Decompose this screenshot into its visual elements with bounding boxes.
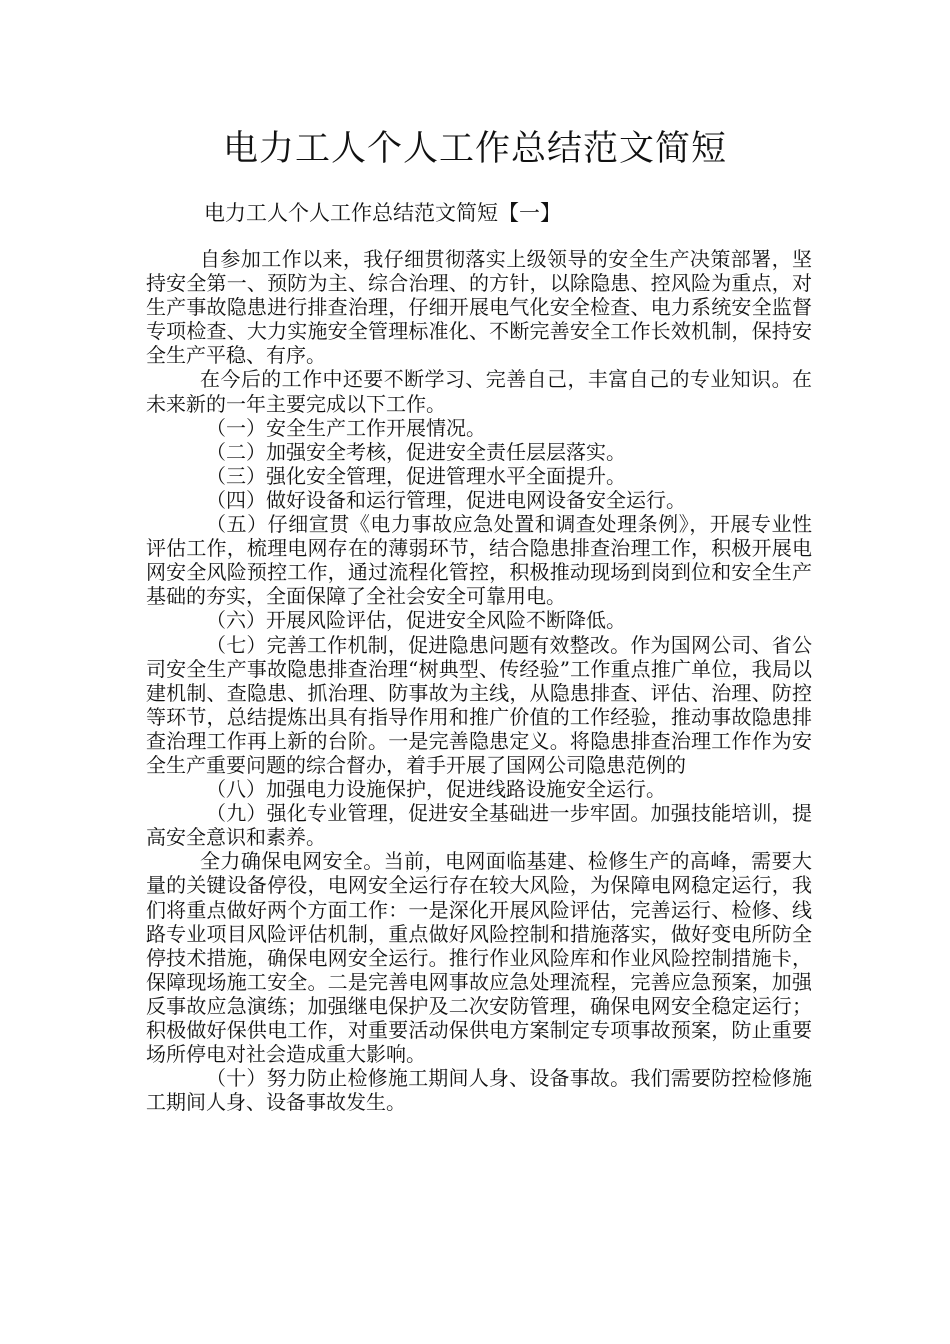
list-item-6: （六）开展风险评估，促进安全风险不断降低。 — [206, 608, 626, 633]
paragraph-plan: 在今后的工作中还要不断学习、完善自己，丰富自己的专业知识。在未来新的一年主要完成以下工作。 — [146, 367, 812, 416]
list-item-1: （一）安全生产工作开展情况。 — [206, 415, 486, 440]
list-item-2: （二）加强安全考核，促进安全责任层层落实。 — [206, 439, 626, 464]
list-item-5: （五）仔细宣贯《电力事故应急处置和调查处理条例》，开展专业性评估工作，梳理电网存在的薄弱环节，结合隐患排查治理工作，积极开展电网安全风险预控工作，通过流程化管控，积极推动现场到岗到位和安全生产基础的夯实，全面保障了全社会安全可靠用电。 — [146, 512, 812, 609]
list-item-3: （三）强化安全管理，促进管理水平全面提升。 — [206, 463, 626, 488]
paragraph-grid-safety: 全力确保电网安全。当前，电网面临基建、检修生产的高峰，需要大量的关键设备停役，电网安全运行存在较大风险，为保障电网稳定运行，我们将重点做好两个方面工作：一是深化开展风险评估，完善运行、检修、线路专业项目风险评估机制，重点做好风险控制和措施落实，做好变电所防全停技术措施，确保电网安全运行。推行作业风险库和作业风险控制措施卡，保障现场施工安全。二是完善电网事故应急处理流程，完善应急预案，加强反事故应急演练；加强继电保护及二次安防管理，确保电网安全稳定运行；积极做好保供电工作，对重要活动保供电方案制定专项事故预案，防止重要场所停电对社会造成重大影响。 — [146, 849, 812, 1067]
list-item-4: （四）做好设备和运行管理，促进电网设备安全运行。 — [206, 487, 686, 512]
section-heading: 电力工人个人工作总结范文简短【一】 — [204, 201, 561, 225]
list-item-10: （十）努力防止检修施工期间人身、设备事故。我们需要防控检修施工期间人身、设备事故发生。 — [146, 1066, 812, 1115]
list-item-7: （七）完善工作机制，促进隐患问题有效整改。作为国网公司、省公司安全生产事故隐患排查治理“树典型、传经验”工作重点推广单位，我局以建机制、查隐患、抓治理、防事故为主线，从隐患排查、评估、治理、防控等环节，总结提炼出具有指导作用和推广价值的工作经验，推动事故隐患排查治理工作再上新的台阶。一是完善隐患定义。将隐患排查治理工作作为安全生产重要问题的综合督办，着手开展了国网公司隐患范例的 — [146, 632, 812, 777]
paragraph-intro: 自参加工作以来，我仔细贯彻落实上级领导的安全生产决策部署，坚持安全第一、预防为主、综合治理、的方针，以除隐患、控风险为重点，对生产事故隐患进行排查治理，仔细开展电气化安全检查、电力系统安全监督专项检查、大力实施安全管理标准化、不断完善安全工作长效机制，保持安全生产平稳、有序。 — [146, 247, 812, 368]
list-item-9: （九）强化专业管理，促进安全基础进一步牢固。加强技能培训，提高安全意识和素养。 — [146, 801, 812, 850]
document-body — [146, 247, 812, 1114]
document-title: 电力工人个人工作总结范文简短 — [222, 129, 727, 169]
list-item-8: （八）加强电力设施保护，促进线路设施安全运行。 — [206, 777, 666, 802]
